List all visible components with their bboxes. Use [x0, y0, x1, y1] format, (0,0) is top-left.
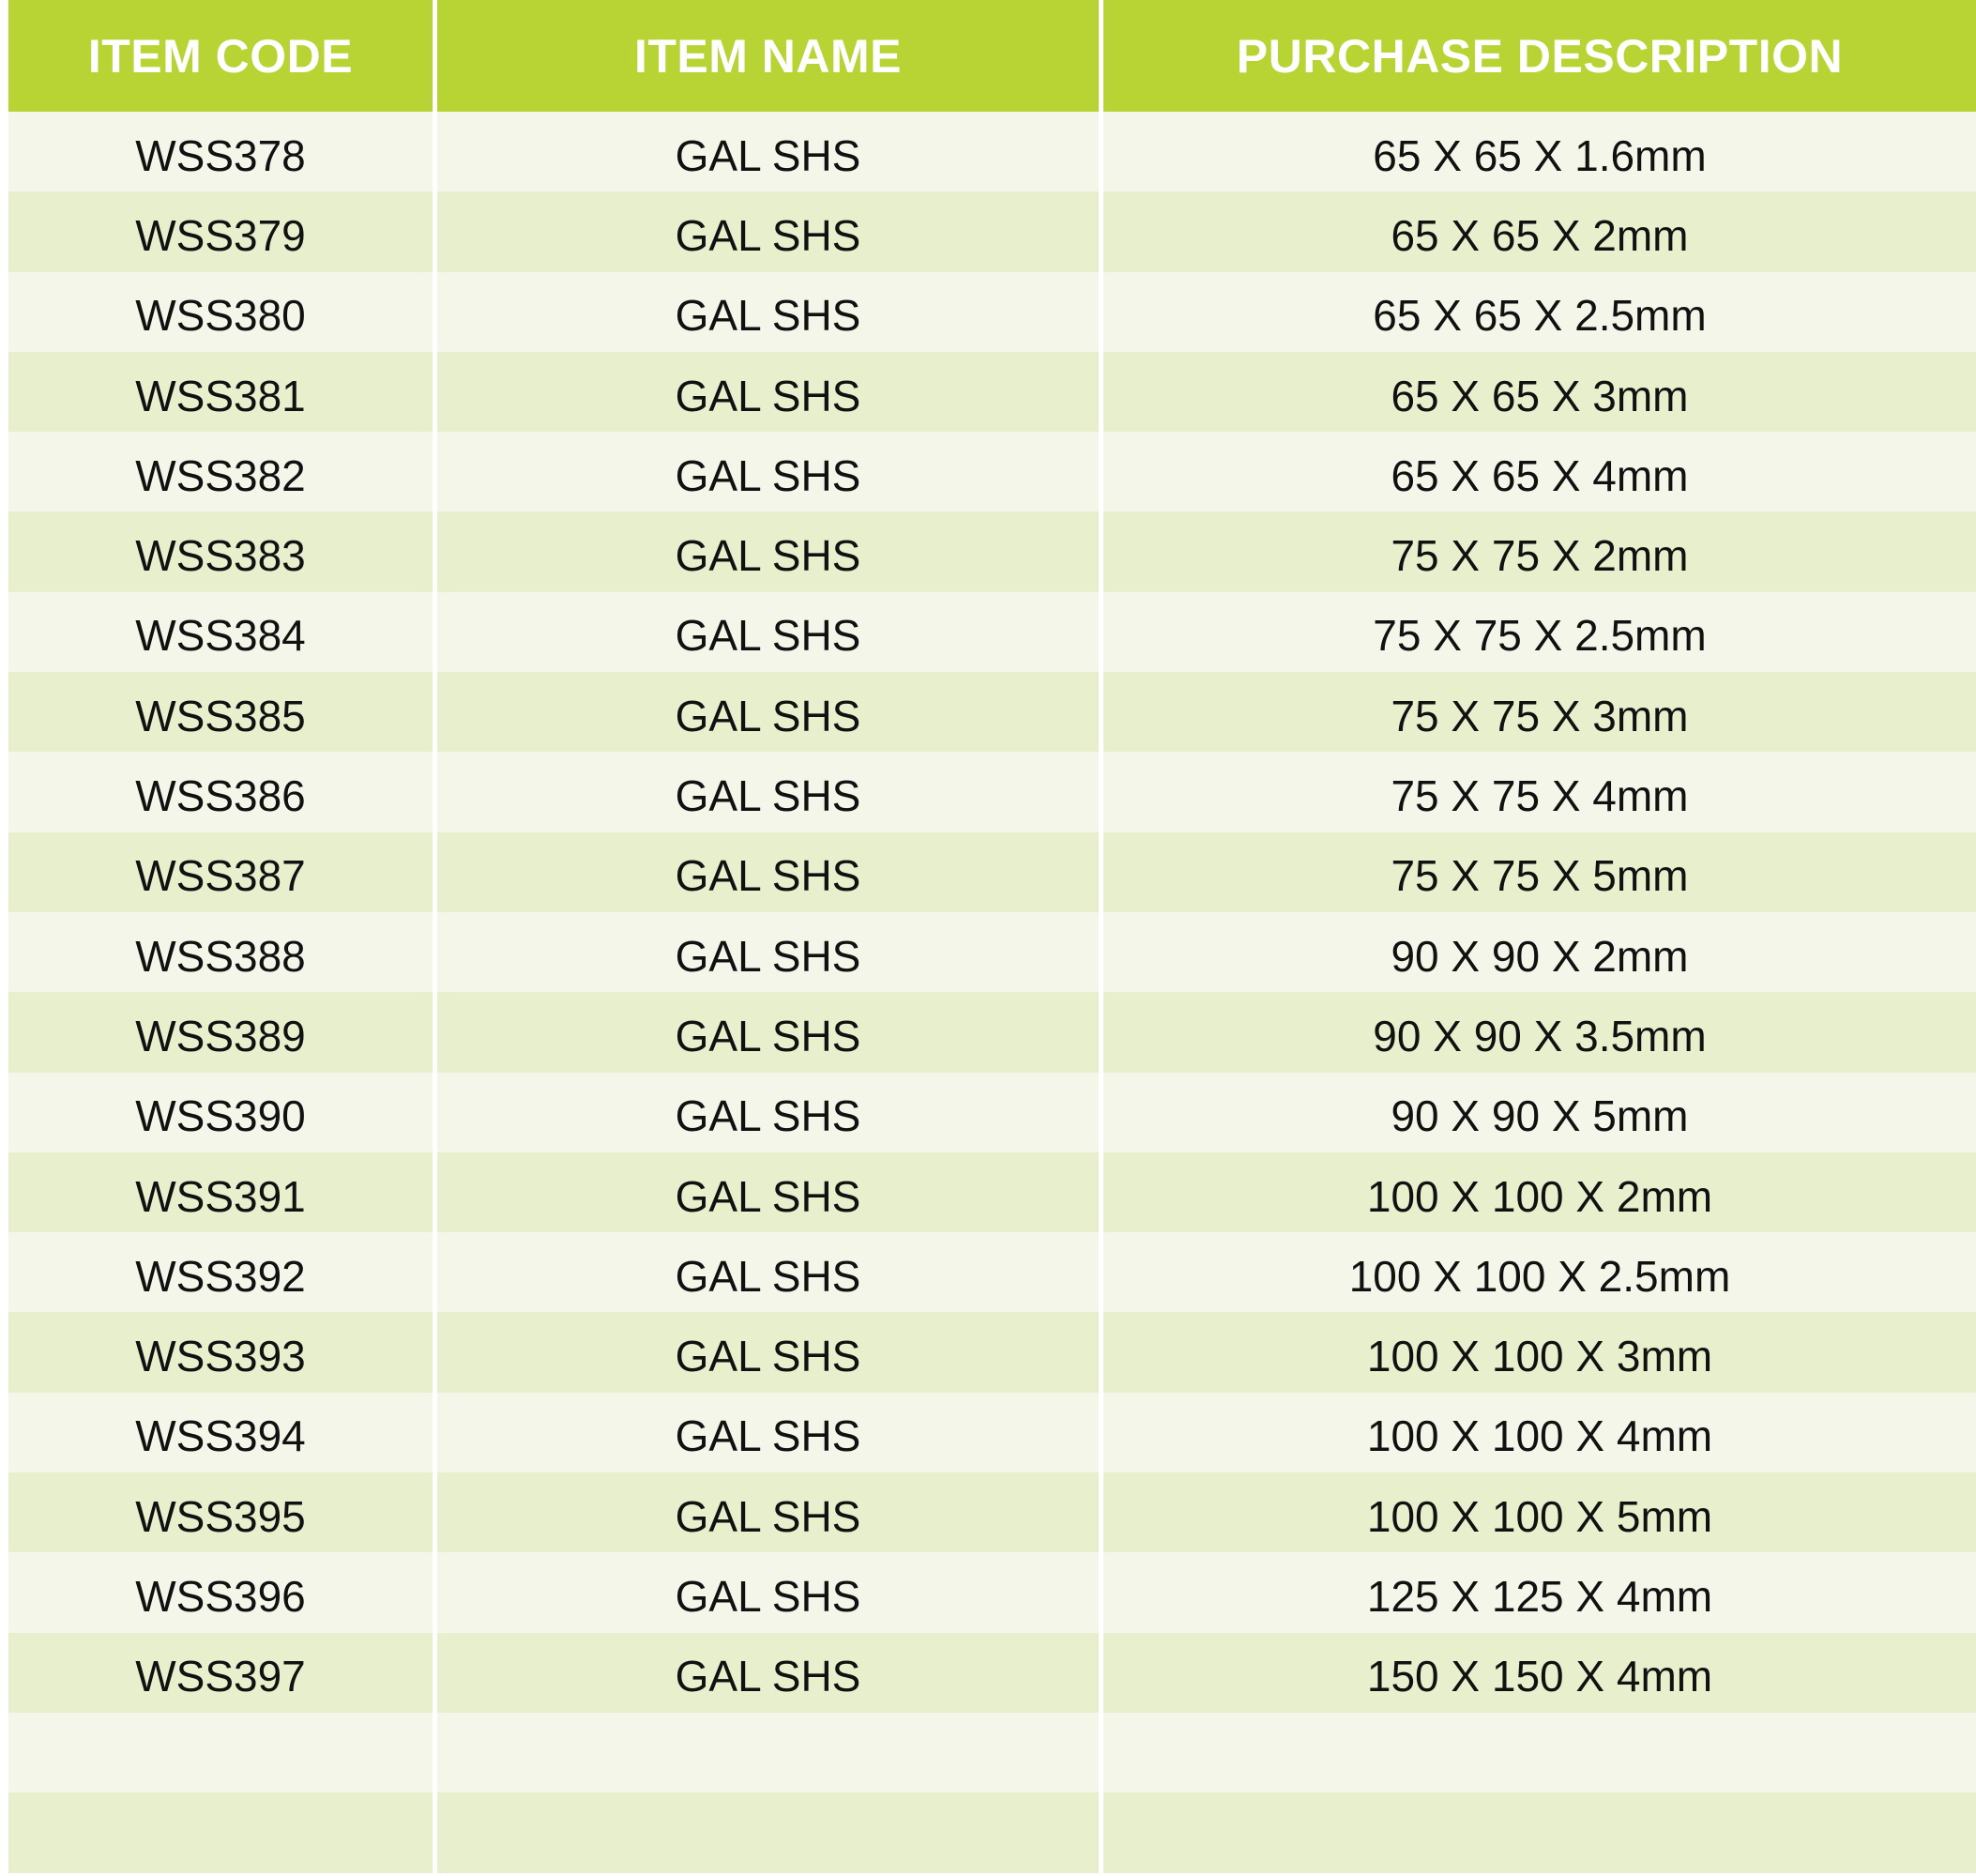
table-row	[8, 352, 1976, 432]
item-name-cell: GAL SHS	[437, 1633, 1099, 1713]
table-row	[8, 992, 1976, 1072]
item-name-cell: GAL SHS	[437, 432, 1099, 511]
item-name-cell: GAL SHS	[437, 672, 1099, 752]
purchase-description-cell: 75 X 75 X 2mm	[1103, 511, 1976, 591]
table-row	[8, 832, 1976, 912]
item-name-cell	[437, 1792, 1099, 1872]
item-name-cell: GAL SHS	[437, 592, 1099, 672]
item-code-cell: WSS396	[8, 1552, 433, 1632]
table-row	[8, 432, 1976, 511]
item-name-cell: GAL SHS	[437, 352, 1099, 432]
table-row	[8, 1312, 1976, 1392]
item-name-cell	[437, 1713, 1099, 1792]
item-code-cell: WSS385	[8, 672, 433, 752]
item-name-cell: GAL SHS	[437, 1152, 1099, 1232]
item-code-cell: WSS384	[8, 592, 433, 672]
item-code-cell: WSS388	[8, 912, 433, 992]
table-row	[8, 1633, 1976, 1713]
purchase-description-cell: 65 X 65 X 2.5mm	[1103, 272, 1976, 352]
item-code-cell: WSS392	[8, 1232, 433, 1312]
header-item-code: ITEM CODE	[8, 0, 433, 112]
purchase-description-cell: 100 X 100 X 2mm	[1103, 1152, 1976, 1232]
item-code-cell	[8, 1792, 433, 1872]
item-name-cell: GAL SHS	[437, 992, 1099, 1072]
purchase-description-cell: 65 X 65 X 1.6mm	[1103, 112, 1976, 191]
purchase-description-cell: 75 X 75 X 2.5mm	[1103, 592, 1976, 672]
purchase-description-cell	[1103, 1792, 1976, 1872]
table-row	[8, 1073, 1976, 1152]
item-code-cell	[8, 1713, 433, 1792]
header-purchase-description: PURCHASE DESCRIPTION	[1103, 0, 1976, 112]
item-code-cell: WSS395	[8, 1472, 433, 1552]
purchase-description-cell: 100 X 100 X 2.5mm	[1103, 1232, 1976, 1312]
item-code-cell: WSS379	[8, 191, 433, 271]
table-row	[8, 1792, 1976, 1872]
table-row	[8, 1472, 1976, 1552]
table-row	[8, 1152, 1976, 1232]
item-code-cell: WSS397	[8, 1633, 433, 1713]
item-name-cell: GAL SHS	[437, 752, 1099, 831]
item-name-cell: GAL SHS	[437, 511, 1099, 591]
item-table	[8, 0, 1976, 1873]
item-code-cell: WSS394	[8, 1393, 433, 1472]
table-row	[8, 272, 1976, 352]
item-name-cell: GAL SHS	[437, 1472, 1099, 1552]
table-row	[8, 1713, 1976, 1792]
item-name-cell: GAL SHS	[437, 1393, 1099, 1472]
table-row	[8, 1552, 1976, 1632]
item-code-cell: WSS381	[8, 352, 433, 432]
item-code-cell: WSS382	[8, 432, 433, 511]
purchase-description-cell	[1103, 1713, 1976, 1792]
purchase-description-cell: 100 X 100 X 4mm	[1103, 1393, 1976, 1472]
item-name-cell: GAL SHS	[437, 272, 1099, 352]
item-name-cell: GAL SHS	[437, 1552, 1099, 1632]
purchase-description-cell: 90 X 90 X 5mm	[1103, 1073, 1976, 1152]
purchase-description-cell: 100 X 100 X 3mm	[1103, 1312, 1976, 1392]
item-code-cell: WSS391	[8, 1152, 433, 1232]
table-body	[8, 112, 1976, 1873]
item-name-cell: GAL SHS	[437, 1312, 1099, 1392]
item-code-cell: WSS393	[8, 1312, 433, 1392]
purchase-description-cell: 75 X 75 X 3mm	[1103, 672, 1976, 752]
purchase-description-cell: 65 X 65 X 4mm	[1103, 432, 1976, 511]
item-code-cell: WSS390	[8, 1073, 433, 1152]
table-row	[8, 912, 1976, 992]
purchase-description-cell: 75 X 75 X 4mm	[1103, 752, 1976, 831]
item-name-cell: GAL SHS	[437, 912, 1099, 992]
purchase-description-cell: 150 X 150 X 4mm	[1103, 1633, 1976, 1713]
item-code-cell: WSS387	[8, 832, 433, 912]
item-name-cell: GAL SHS	[437, 832, 1099, 912]
item-code-cell: WSS378	[8, 112, 433, 191]
table-row	[8, 511, 1976, 591]
purchase-description-cell: 75 X 75 X 5mm	[1103, 832, 1976, 912]
purchase-description-cell: 65 X 65 X 2mm	[1103, 191, 1976, 271]
purchase-description-cell: 65 X 65 X 3mm	[1103, 352, 1976, 432]
item-code-cell: WSS380	[8, 272, 433, 352]
item-code-cell: WSS383	[8, 511, 433, 591]
item-name-cell: GAL SHS	[437, 1232, 1099, 1312]
table-row	[8, 672, 1976, 752]
table-row	[8, 112, 1976, 191]
item-code-cell: WSS389	[8, 992, 433, 1072]
header-item-name: ITEM NAME	[437, 0, 1099, 112]
table-row	[8, 752, 1976, 831]
item-name-cell: GAL SHS	[437, 1073, 1099, 1152]
purchase-description-cell: 90 X 90 X 3.5mm	[1103, 992, 1976, 1072]
item-name-cell: GAL SHS	[437, 191, 1099, 271]
table-row	[8, 1393, 1976, 1472]
purchase-description-cell: 90 X 90 X 2mm	[1103, 912, 1976, 992]
table-row	[8, 1232, 1976, 1312]
table-row	[8, 191, 1976, 271]
table-header-row	[8, 0, 1976, 112]
purchase-description-cell: 100 X 100 X 5mm	[1103, 1472, 1976, 1552]
table-row	[8, 592, 1976, 672]
item-name-cell: GAL SHS	[437, 112, 1099, 191]
purchase-description-cell: 125 X 125 X 4mm	[1103, 1552, 1976, 1632]
item-code-cell: WSS386	[8, 752, 433, 831]
